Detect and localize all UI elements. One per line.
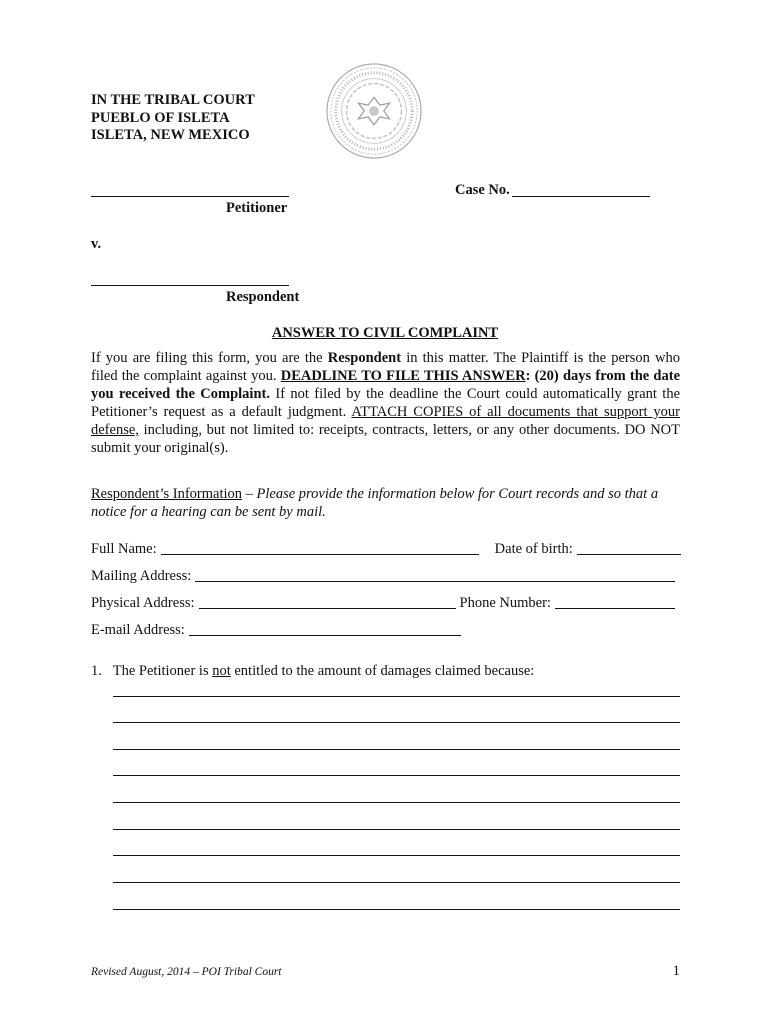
answer-line-2[interactable]: [113, 722, 680, 723]
answer-line-6[interactable]: [113, 829, 680, 830]
mailing-address-row: [91, 565, 681, 585]
answer-line-9[interactable]: [113, 909, 680, 910]
court-line-1: IN THE TRIBAL COURT: [91, 92, 255, 108]
phone-number-input[interactable]: [555, 608, 675, 609]
respondent-info-heading: Respondent’s Information – Please provide the information below for Court records and so that a notice for a hearing can be sent by mail.: [91, 486, 659, 520]
page-number: 1: [672, 963, 680, 979]
revision-footer: Revised August, 2014 – POI Tribal Court: [91, 966, 282, 978]
instructions-paragraph: If you are filing this form, you are the Respondent in this matter. The Plaintiff is the person who filed the complaint against you. DEADLINE TO FILE THIS ANSWER: (20) days from the date you received the Complaint. If not filed by the deadline the Court could automatically grant the Petitioner’s request as a default judgment. ATTACH COPIES of all documents that support your defense, including, but not limited to: receipts, contracts, letters, or any other documents. DO NOT submit your original(s).: [91, 350, 681, 456]
date-of-birth-input[interactable]: [577, 554, 681, 555]
answer-line-4[interactable]: [113, 775, 680, 776]
answer-line-7[interactable]: [113, 855, 680, 856]
question-1: 1. The Petitioner is not entitled to the amount of damages claimed because:: [91, 663, 535, 679]
petitioner-field[interactable]: [91, 196, 289, 197]
phone-number-label: Phone Number:: [459, 595, 551, 611]
email-address-input[interactable]: [189, 635, 461, 636]
email-address-label: E-mail Address:: [91, 622, 185, 638]
answer-line-8[interactable]: [113, 882, 680, 883]
full-name-input[interactable]: [161, 554, 479, 555]
answer-line-1[interactable]: [113, 696, 680, 697]
physical-address-row: [91, 592, 681, 612]
pueblo-of-isleta-seal-icon: [325, 62, 423, 160]
mailing-address-label: Mailing Address:: [91, 568, 192, 584]
answer-line-3[interactable]: [113, 749, 680, 750]
petitioner-label: Petitioner: [226, 200, 288, 216]
answer-line-5[interactable]: [113, 802, 680, 803]
case-number-field[interactable]: [512, 196, 650, 197]
court-line-3: ISLETA, NEW MEXICO: [91, 127, 250, 143]
respondent-field[interactable]: [91, 285, 289, 286]
full-name-row: [91, 538, 681, 558]
physical-address-input[interactable]: [199, 608, 456, 609]
mailing-address-input[interactable]: [195, 581, 675, 582]
date-of-birth-label: Date of birth:: [494, 541, 573, 557]
court-heading: [91, 92, 255, 145]
case-number-label: Case No.: [455, 182, 510, 198]
email-address-row: [91, 619, 681, 639]
versus-label: v.: [91, 236, 102, 252]
page-title: ANSWER TO CIVIL COMPLAINT: [271, 325, 499, 341]
physical-address-label: Physical Address:: [91, 595, 195, 611]
respondent-label: Respondent: [226, 289, 300, 305]
court-line-2: PUEBLO OF ISLETA: [91, 109, 230, 126]
full-name-label: Full Name:: [91, 541, 157, 557]
